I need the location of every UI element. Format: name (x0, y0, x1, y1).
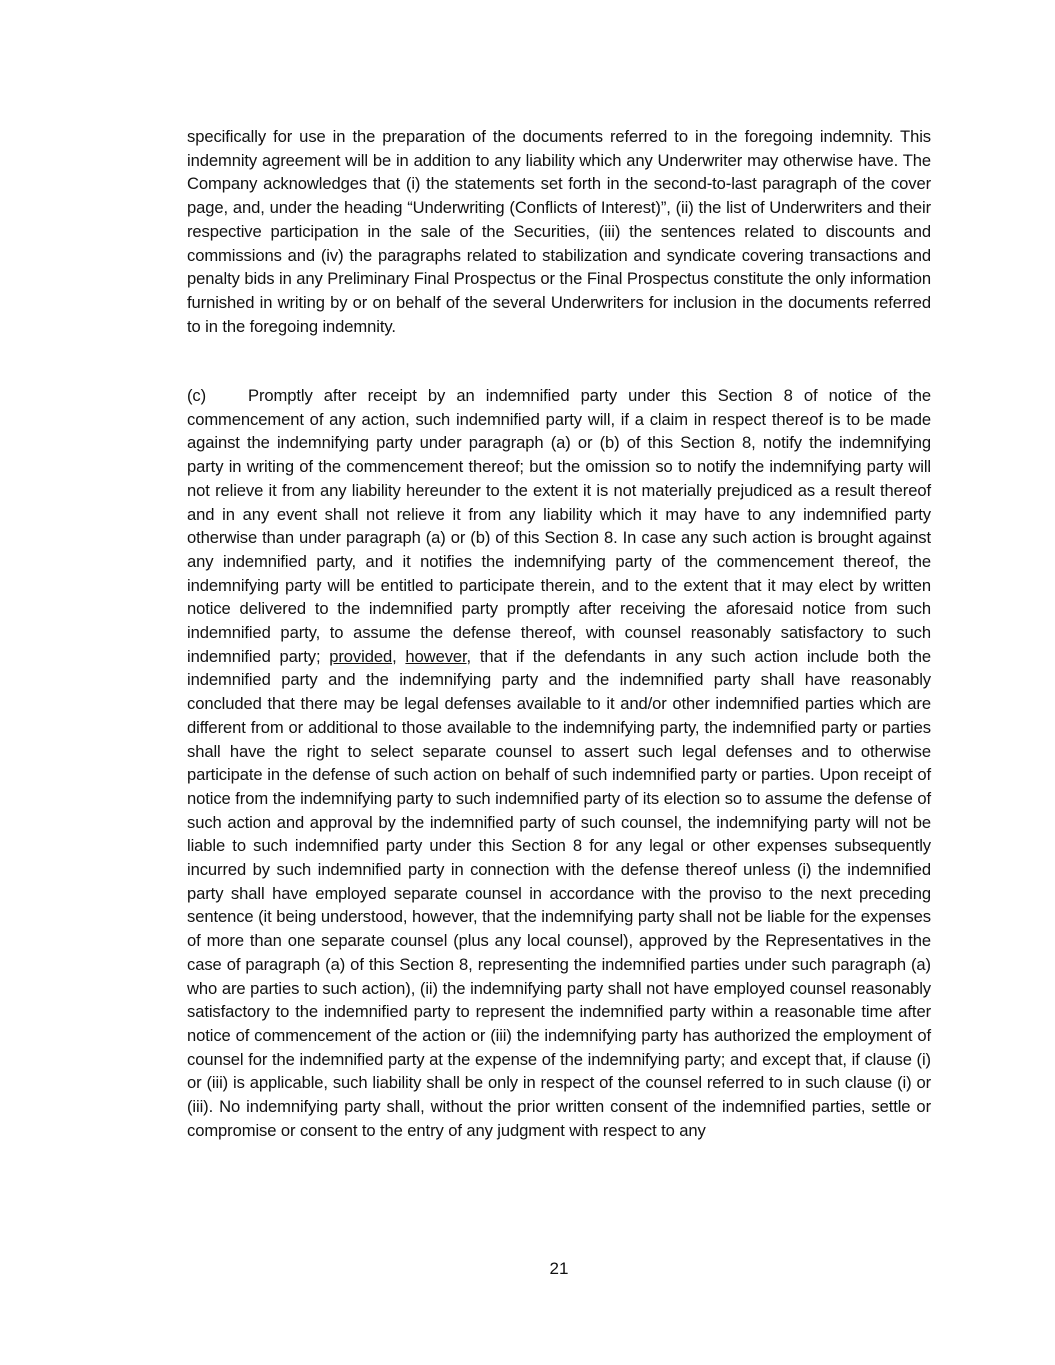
underlined-term-however: however (405, 646, 467, 666)
paragraph-text-after-however: , that if the defendants in any such action include both the indemnified party and the indemnifying party and the indemnified party shall have reasonably concluded that there may be legal defenses available to it and/or other indemnified parties which are different from or additional to those available to the indemnifying party, the indemnified party or parties shall have the right to select separate counsel to assert such legal defenses and to otherwise participate in the defense of such action on behalf of such indemnified party or parties. Upon receipt of notice from the indemnifying party to such indemnified party of its election so to assume the defense of such action and approval by the indemnified party of such counsel, the indemnifying party will not be liable to such indemnified party under this Section 8 for any legal or other expenses subsequently incurred by such indemnified party in connection with the defense thereof unless (i) the indemnified party shall have employed separate counsel in accordance with the proviso to the next preceding sentence (it being understood, however, that the indemnifying party shall not be liable for the expenses of more than one separate counsel (plus any local counsel), approved by the Representatives in the case of paragraph (a) of this Section 8, representing the indemnified parties under such paragraph (a) who are parties to such action), (ii) the indemnifying party shall not have employed counsel reasonably satisfactory to the indemnified party to represent the indemnified party within a reasonable time after notice of commencement of the action or (iii) the indemnifying party has authorized the employment of counsel for the indemnified party at the expense of the indemnifying party; and except that, if clause (i) or (iii) is applicable, such liability shall be only in respect of the counsel referred to in such clause (i) or (iii). No indemnifying party shall, without the prior written consent of the indemnified parties, settle or compromise or consent to the entry of any judgment with respect to any (187, 646, 931, 1140)
comma-separator: , (392, 646, 397, 666)
paragraph-indemnity-information: specifically for use in the preparation of the documents referred to in the foregoing indemnity. This indemnity agreement will be in addition to any liability which any Underwriter may otherwise have. The Company acknowledges that (i) the statements set forth in the second-to-last paragraph of the cover page, and, under the heading “Underwriting (Conflicts of Interest)”, (ii) the list of Underwriters and their respective participation in the sale of the Securities, (iii) the sentences related to discounts and commissions and (iv) the paragraphs related to stabilization and syndicate covering transactions and penalty bids in any Preliminary Final Prospectus or the Final Prospectus constitute the only information furnished in writing by or on behalf of the several Underwriters for inclusion in the documents referred to in the foregoing indemnity. (187, 127, 931, 336)
paragraph-label: (c) (187, 386, 207, 405)
page-number: 21 (549, 1259, 569, 1278)
paragraph-c-notice-of-action (187, 384, 931, 1143)
paragraph-text-before-provided: Promptly after receipt by an indemnified party under this Section 8 of notice of the commencement of any action, such indemnified party will, if a claim in respect thereof is to be made against the indemnifying party under paragraph (a) or (b) of this Section 8, notify the indemnifying party in writing of the commencement thereof; but the omission so to notify the indemnifying party will not relieve it from any liability hereunder to the extent it is not materially prejudiced as a result thereof and in any event shall not relieve it from any liability which it may have to any indemnified party otherwise than under paragraph (a) or (b) of this Section 8. In case any such action is brought against any indemnified party, and it notifies the indemnifying party of the commencement thereof, the indemnifying party will be entitled to participate therein, and to the extent that it may elect by written notice delivered to the indemnified party promptly after receiving the aforesaid notice from such indemnified party, to assume the defense thereof, with counsel reasonably satisfactory to such indemnified party; (187, 386, 931, 666)
underlined-term-provided: provided (329, 646, 393, 666)
